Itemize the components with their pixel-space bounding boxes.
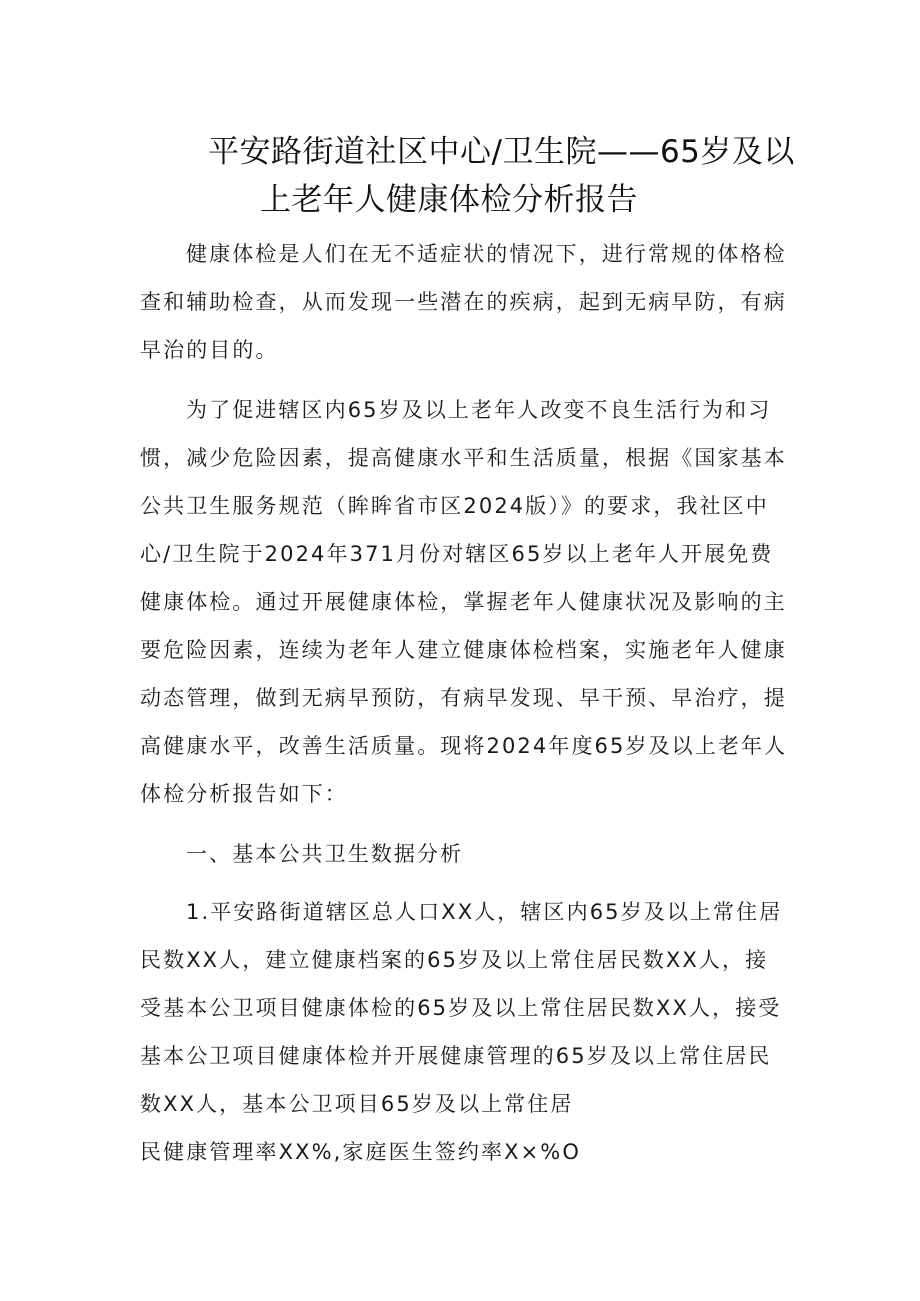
paragraph-statistics-continued: 民健康管理率XX%,家庭医生签约率X×%O — [140, 1140, 581, 1164]
paragraph-intro: 健康体检是人们在无不适症状的情况下，进行常规的体格检查和辅助检查，从而发现一些潜在的疾病，起到无病早防，有病早治的目的。 — [140, 242, 787, 362]
title-line-1: 平安路街道社区中心/卫生院——65岁及以 — [208, 134, 795, 170]
paragraph-statistics: 1.平安路街道辖区总人口XX人，辖区内65岁及以上常住居民数XX人，建立健康档案的65岁及以上常住居民数XX人，接受基本公卫项目健康体检的65岁及以上常住居民数XX人，接受基本公卫项目健康体检并开展健康管理的65岁及以上常住居民数XX人，基本公卫项目65岁及以上常住居 — [140, 900, 783, 1116]
section-heading-basic-data: 一、基本公共卫生数据分析 — [186, 842, 464, 866]
document-title — [140, 128, 800, 224]
paragraph-purpose: 为了促进辖区内65岁及以上老年人改变不良生活行为和习惯，减少危险因素，提高健康水平和生活质量，根据《国家基本公共卫生服务规范（眸眸省市区2024版）》的要求，我社区中心/卫生院于2024年371月份对辖区65岁以上老年人开展免费健康体检。通过开展健康体检，掌握老年人健康状况及影响的主要危险因素，连续为老年人建立健康体检档案，实施老年人健康动态管理，做到无病早预防，有病早发现、早干预、早治疗，提高健康水平，改善生活质量。现将2024年度65岁及以上老年人体检分析报告如下： — [140, 398, 788, 806]
title-line-2: 上老年人健康体检分析报告 — [260, 182, 638, 218]
document-body — [140, 230, 790, 1188]
